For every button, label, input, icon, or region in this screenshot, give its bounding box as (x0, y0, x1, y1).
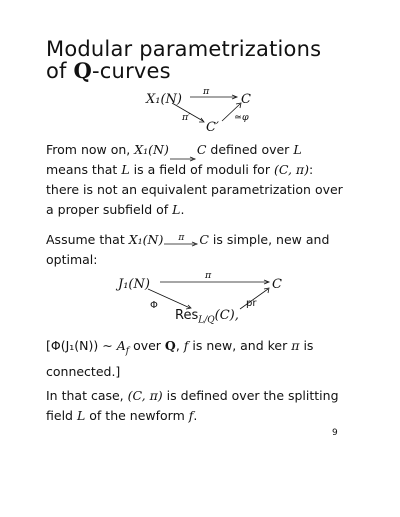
diagram2-source: J₁(N) (118, 277, 150, 292)
p1-math-l2: L (121, 162, 130, 177)
p3-text-6: connected.] (46, 363, 121, 379)
p3-text-1: [Φ(J₁(N)) ∼ (46, 338, 113, 353)
d2-phi-arrow (148, 289, 190, 308)
diagram2-top-arrow-label: π (205, 270, 212, 281)
res-word: Res (175, 308, 199, 323)
p3-math-q: Q (164, 338, 176, 353)
p1-text-1: From now on, (46, 142, 131, 157)
p4-math-l: L (76, 408, 86, 423)
p2-text-3: optimal: (46, 252, 98, 267)
p1-math-x1n: X₁(N) (134, 142, 169, 157)
p4-text-3: field (46, 408, 73, 423)
p1-text-6: there is not an equivalent parametrization over (46, 182, 343, 197)
p2-text-2: is simple, new and (212, 232, 330, 247)
diagram1-top-arrow-label: π (203, 86, 210, 97)
p2-math-x1n: X₁(N) (128, 232, 164, 247)
p1-text-2: defined over (210, 142, 290, 157)
p4-text-1: In that case, (46, 388, 124, 403)
title-line-1: Modular parametrizations (46, 37, 322, 61)
p1-text-7: a proper subfield of (46, 202, 169, 217)
page-number: 9 (332, 428, 338, 438)
diagram1-target: C (241, 92, 251, 107)
p4-text-2: is defined over the splitting (166, 388, 339, 403)
p3-text-5: is (303, 338, 314, 353)
p3-math-a-sub: f (125, 346, 130, 357)
p3-text-3: , (175, 338, 180, 353)
p4-math-f: f (188, 408, 194, 423)
p4-text-4: of the newform (89, 408, 185, 423)
diagram1-source: X₁(N) (146, 92, 182, 107)
title-curves: -curves (92, 59, 171, 83)
title-of: of (46, 59, 74, 83)
p1-math-cpi: (C, π) (273, 162, 309, 177)
p3-math-f: f (183, 338, 189, 353)
p1-text-4: is a field of moduli for (133, 162, 270, 177)
p1-text-8: . (180, 202, 185, 217)
p3-text-4: is new, and ker (192, 338, 288, 353)
res-subscript: L/Q (198, 315, 215, 326)
title-q: Q (73, 58, 93, 83)
p1-math-l1: L (293, 142, 302, 157)
p3-text-2: over (133, 338, 161, 353)
diagram1-left-arrow-label: π′ (182, 112, 191, 123)
res-argument: (C), (214, 308, 239, 323)
diagram1-right-arrow-label: ≃φ (234, 112, 249, 123)
p1-math-l3: L (172, 202, 181, 217)
p4-math-cpi: (C, π) (127, 388, 163, 403)
p1-text-5: : (309, 162, 314, 177)
d2-pr-arrow (240, 289, 268, 309)
diagram2-phi-label: Φ (150, 300, 158, 311)
p3-math-pi: π (291, 338, 300, 353)
p3-math-a: A (116, 338, 126, 353)
d1-right-arrow (222, 104, 240, 121)
p4-text-5: . (193, 408, 198, 423)
d1-left-arrow (172, 103, 203, 121)
diagram2-target: C (272, 277, 282, 292)
p1-text-3: means that (46, 162, 118, 177)
p2-arrow-label: π (178, 232, 185, 243)
p2-math-c: C (199, 232, 209, 247)
p1-math-c: C (196, 142, 207, 157)
p2-text-1: Assume that (46, 232, 125, 247)
diagram1-bottom: C′ (206, 120, 219, 135)
diagram2-pr-label: pr (246, 298, 257, 309)
